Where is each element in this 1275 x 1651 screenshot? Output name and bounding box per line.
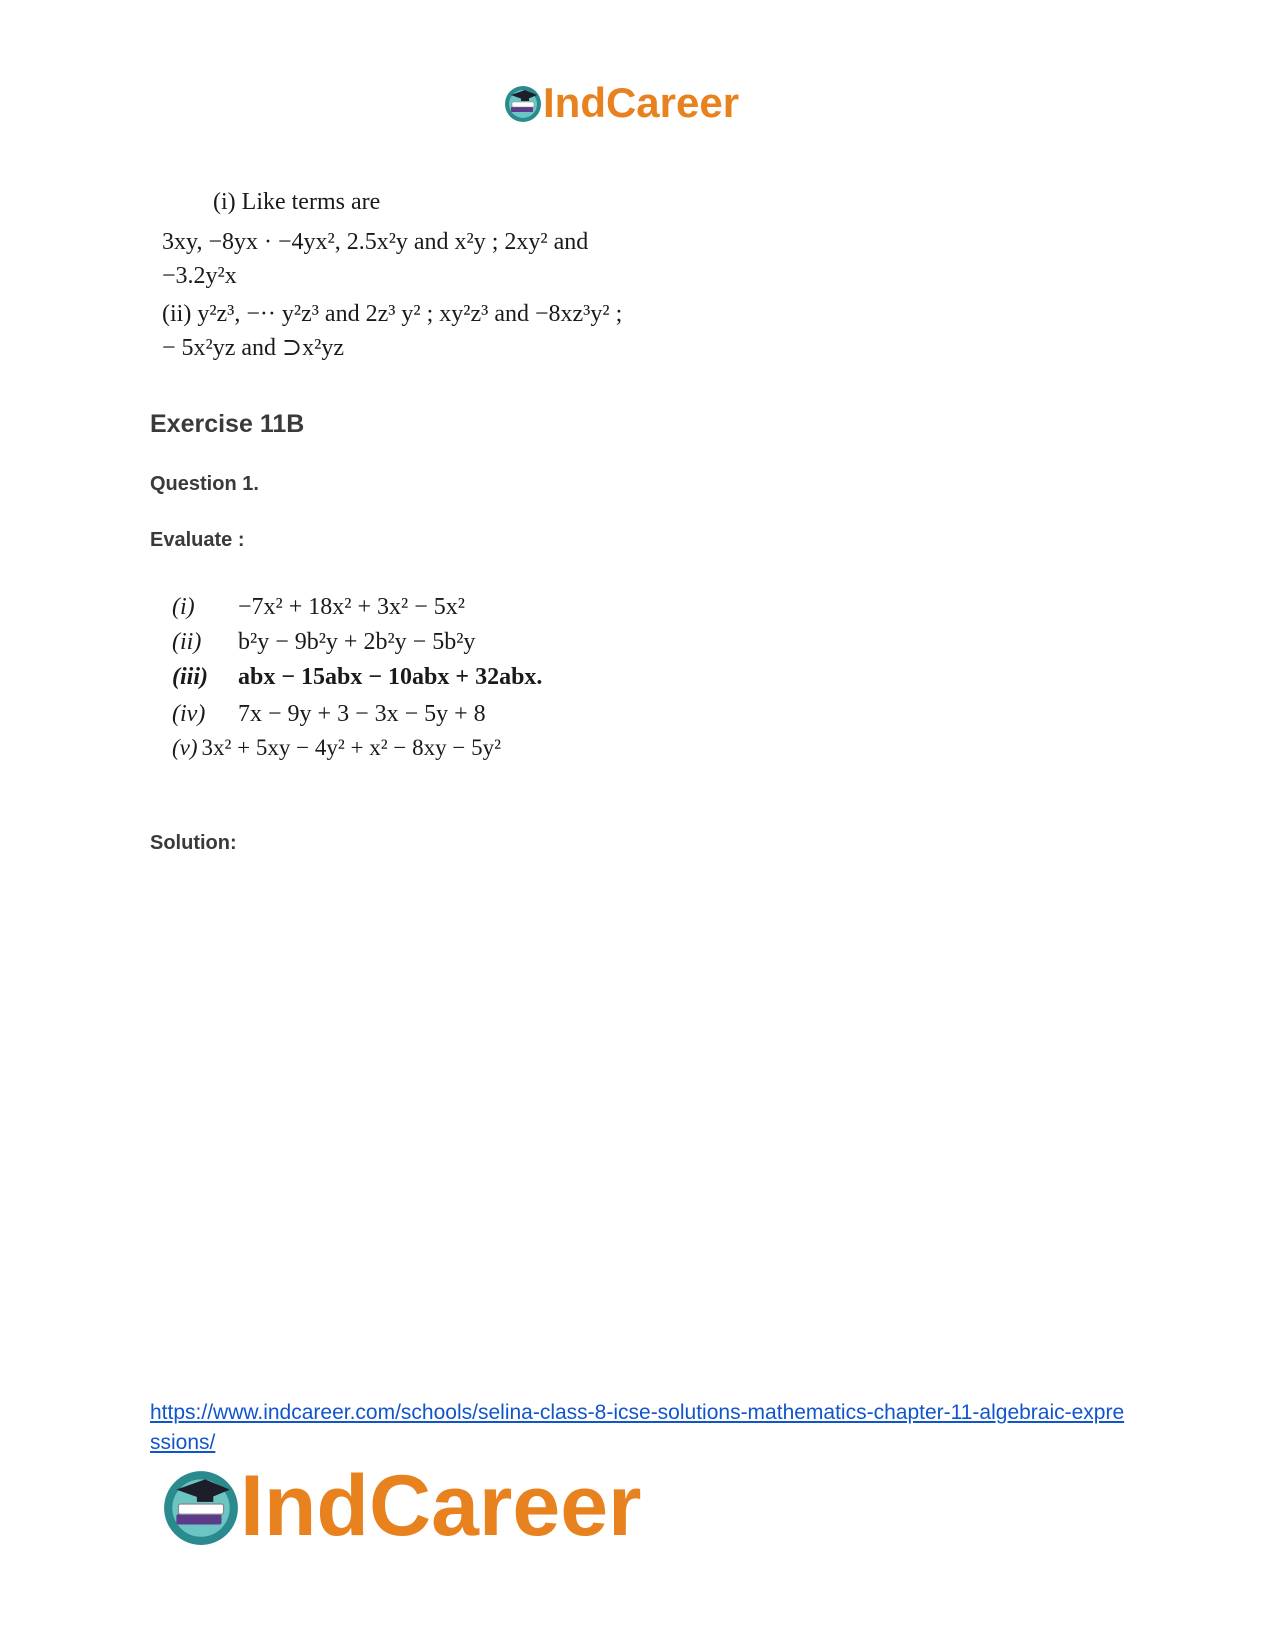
like-terms-line: (ii) y²z³, −·· y²z³ and 2z³ y² ; xy²z³ and −8xz³y² ; bbox=[162, 301, 623, 327]
like-terms-line: − 5x²yz and ⊃x²yz bbox=[162, 335, 344, 361]
evaluate-item bbox=[172, 665, 542, 689]
item-number: (iii) bbox=[172, 664, 208, 690]
source-link[interactable]: https://www.indcareer.com/schools/selina-class-8-icse-solutions-mathematics-chapter-11-algebraic-expressions/ bbox=[150, 1401, 1125, 1454]
brand-logo-bottom bbox=[160, 1458, 642, 1554]
brand-wordmark: IndCareer bbox=[543, 79, 740, 126]
graduation-cap-books-icon bbox=[160, 1465, 242, 1547]
item-expression: 3x² + 5xy − 4y² + x² − 8xy − 5y² bbox=[201, 735, 501, 760]
question-title: Question 1. bbox=[150, 473, 259, 495]
solution-label: Solution: bbox=[150, 832, 237, 854]
evaluate-item bbox=[172, 595, 465, 619]
item-expression: 7x − 9y + 3 − 3x − 5y + 8 bbox=[238, 701, 486, 727]
exercise-title: Exercise 11B bbox=[150, 410, 305, 438]
like-terms-heading: (i) Like terms are bbox=[213, 189, 381, 215]
evaluate-item bbox=[172, 702, 486, 726]
item-number: (v) bbox=[172, 735, 198, 760]
item-expression: abx − 15abx − 10abx + 32abx. bbox=[238, 664, 543, 690]
like-terms-line: −3.2y²x bbox=[162, 263, 237, 289]
graduation-cap-books-icon bbox=[503, 83, 543, 123]
evaluate-item bbox=[172, 630, 475, 654]
item-expression: b²y − 9b²y + 2b²y − 5b²y bbox=[238, 629, 476, 655]
item-number: (iv) bbox=[172, 701, 206, 727]
evaluate-item bbox=[172, 736, 501, 759]
item-expression: −7x² + 18x² + 3x² − 5x² bbox=[238, 594, 465, 620]
like-terms-line: 3xy, −8yx · −4yx², 2.5x²y and x²y ; 2xy² and bbox=[162, 229, 589, 255]
evaluate-label: Evaluate : bbox=[150, 529, 245, 551]
item-number: (ii) bbox=[172, 629, 202, 655]
item-number: (i) bbox=[172, 594, 195, 620]
brand-wordmark: IndCareer bbox=[240, 1458, 642, 1554]
brand-logo-top bbox=[503, 80, 739, 126]
